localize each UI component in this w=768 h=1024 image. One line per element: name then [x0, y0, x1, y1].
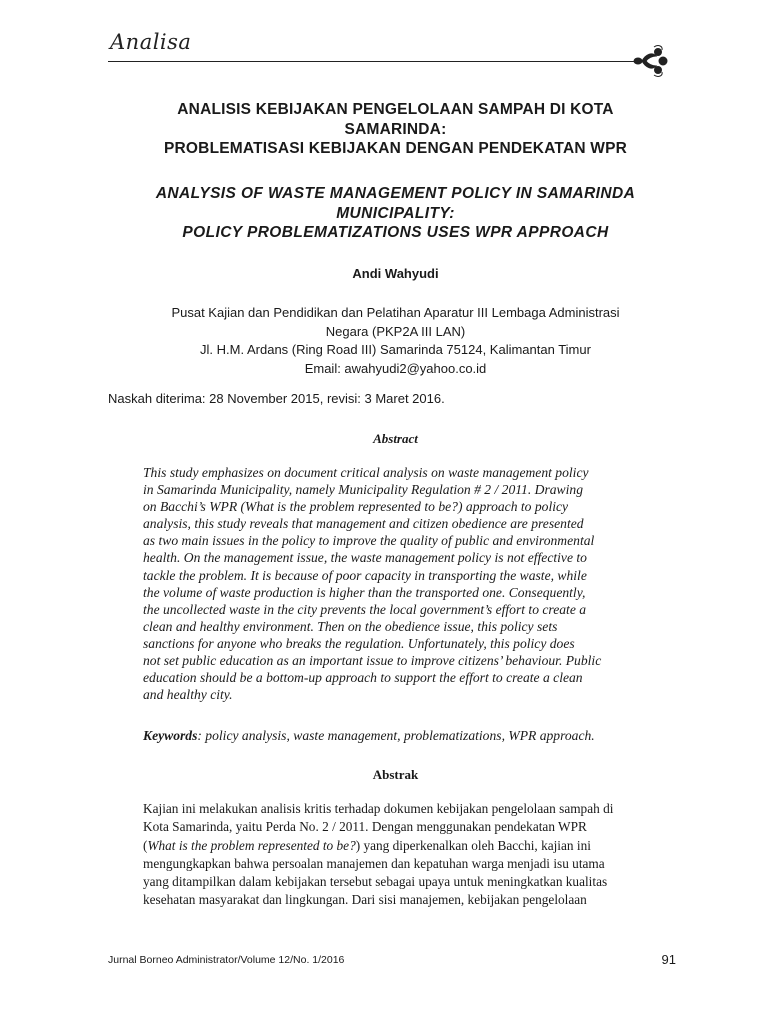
author-name: Andi Wahyudi	[352, 266, 439, 281]
abstract-line: in Samarinda Municipality, namely Municipality Regulation # 2 / 2011. Drawing	[143, 482, 583, 498]
affiliation-line: Negara (PKP2A III LAN)	[325, 323, 466, 339]
keywords-list: : policy analysis, waste management, problematizations, WPR approach.	[197, 728, 595, 743]
title-indonesian	[108, 100, 683, 159]
running-header	[108, 28, 683, 68]
received-date: Naskah diterima: 28 November 2015, revisi: 3 Maret 2016.	[108, 391, 445, 406]
header-rule	[108, 61, 638, 62]
affiliation-email: Email: awahyudi2@yahoo.co.id	[304, 360, 487, 376]
footer-journal: Jurnal Borneo Administrator/Volume 12/No. 1/2016	[108, 954, 345, 966]
paren-open: (	[143, 837, 148, 853]
title-id-line: ANALISIS KEBIJAKAN PENGELOLAAN SAMPAH DI KOTA	[177, 101, 614, 118]
keywords-label: Keywords	[143, 728, 198, 743]
abstract-line: sanctions for anyone who breaks the regulation. Unfortunately, this policy does	[143, 635, 575, 651]
abstract-body	[143, 464, 643, 703]
abstract-line: health. On the management issue, the waste management policy is not effective to	[143, 550, 587, 566]
abstract-line: the volume of waste production is higher than the transported one. Consequently,	[143, 584, 586, 600]
abstrak-line-rest: ) yang diperkenalkan oleh Bacchi, kajian ini	[355, 837, 591, 853]
abstract-line: tackle the problem. It is because of poor capacity in transporting the waste, while	[143, 567, 587, 583]
title-id-line: PROBLEMATISASI KEBIJAKAN DENGAN PENDEKATAN WPR	[163, 140, 628, 157]
abstract-line: This study emphasizes on document critical analysis on waste management policy	[143, 465, 589, 480]
abstrak-body	[143, 800, 643, 910]
section-label: Analisa	[110, 30, 192, 54]
abstrak-line: Kota Samarinda, yaitu Perda No. 2 / 2011. Dengan menggunakan pendekatan WPR	[143, 819, 587, 835]
wpr-question: What is the problem represented to be?	[147, 837, 356, 853]
abstrak-line	[143, 837, 643, 855]
title-english	[108, 184, 683, 243]
abstrak-line: kesehatan masyarakat dan lingkungan. Dari sisi manajemen, kebijakan pengelolaan	[143, 892, 587, 908]
abstract-line: as two main issues in the policy to improve the quality of public and environmental	[143, 533, 595, 549]
abstrak-line: Kajian ini melakukan analisis kritis terhadap dokumen kebijakan pengelolaan sampah di	[143, 801, 614, 816]
title-id-line: SAMARINDA:	[344, 120, 447, 138]
abstract-line: not set public education as an important issue to improve citizens’ behaviour. Public	[143, 653, 602, 669]
affiliation	[108, 304, 683, 378]
affiliation-line: Jl. H.M. Ardans (Ring Road III) Samarinda 75124, Kalimantan Timur	[200, 342, 591, 357]
abstract-line: analysis, this study reveals that management and citizen obedience are presented	[143, 516, 584, 532]
abstract-line: on Bacchi’s WPR (What is the problem represented to be?) approach to policy	[143, 499, 569, 515]
title-en-line: MUNICIPALITY:	[336, 204, 455, 222]
abstrak-heading: Abstrak	[372, 767, 419, 782]
fleuron-ornament-icon	[630, 42, 670, 80]
abstrak-line: yang ditampilkan dalam kebijakan tersebut sebagai upaya untuk meningkatkan kualitas	[143, 874, 608, 890]
title-en-line: POLICY PROBLEMATIZATIONS USES WPR APPROACH	[182, 224, 609, 241]
abstract-line: the uncollected waste in the city prevents the local government’s effort to create a	[143, 601, 587, 617]
abstract-line: and healthy city.	[143, 687, 233, 703]
affiliation-line: Pusat Kajian dan Pendidikan dan Pelatihan Aparatur III Lembaga Administrasi	[171, 305, 620, 320]
abstrak-line: mengungkapkan bahwa persoalan manajemen dan kepatuhan warga menjadi isu utama	[143, 855, 605, 871]
page-number: 91	[661, 952, 676, 967]
title-en-line: ANALYSIS OF WASTE MANAGEMENT POLICY IN SAMARINDA	[155, 185, 636, 202]
abstract-line: education should be a bottom-up approach to support the effort to create a clean	[143, 670, 583, 686]
abstract-heading: Abstract	[373, 431, 418, 446]
abstract-line: clean and healthy environment. Then on the obedience issue, this policy sets	[143, 618, 558, 634]
keywords	[143, 728, 663, 744]
